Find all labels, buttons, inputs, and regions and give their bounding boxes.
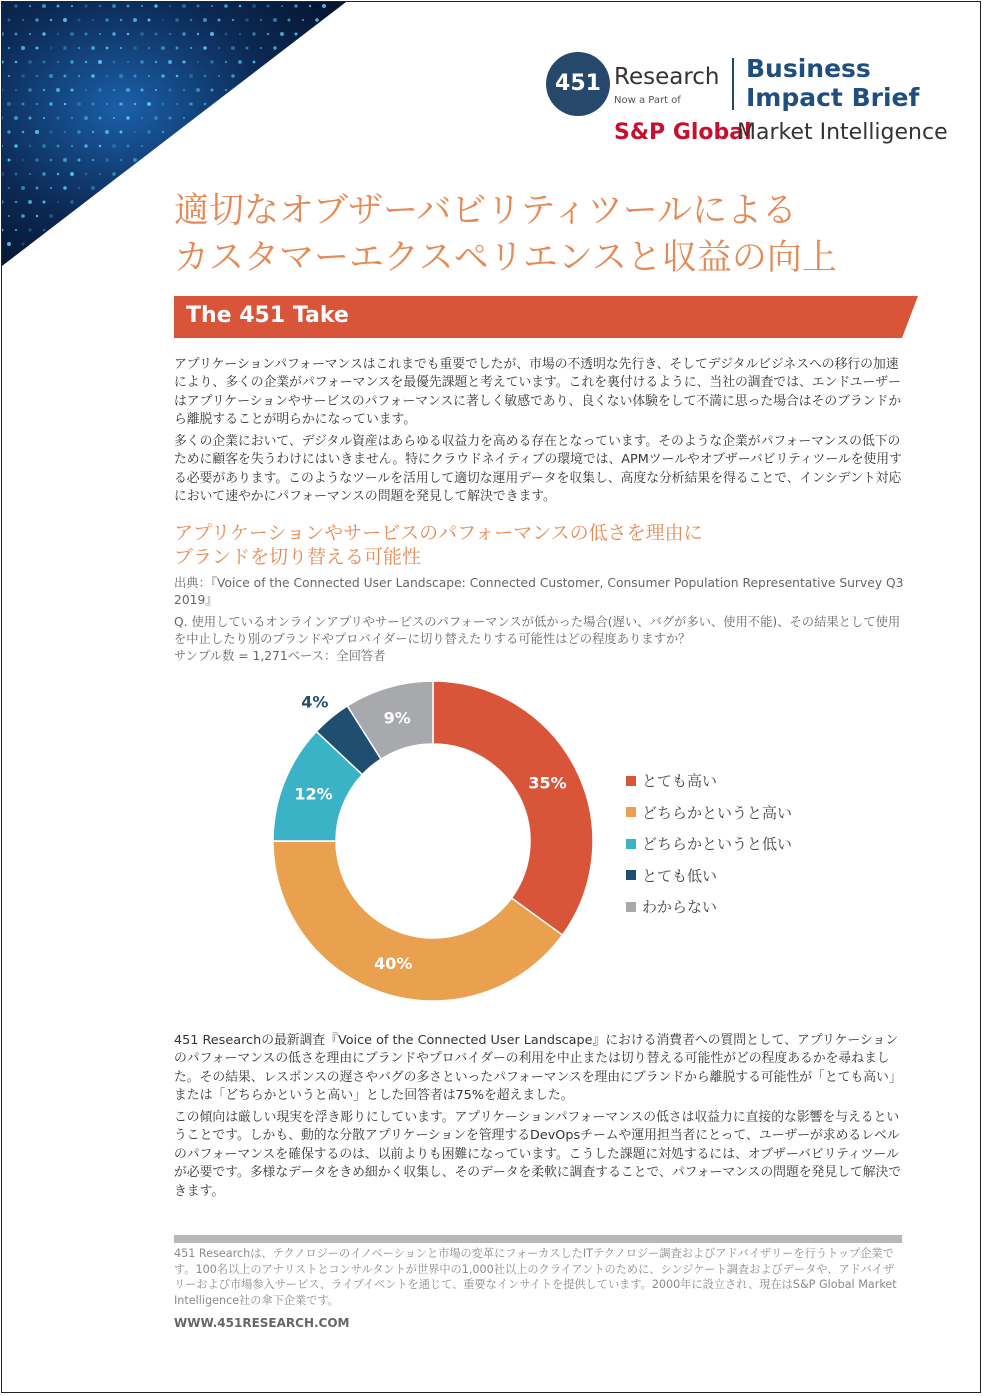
decor-dot <box>204 75 207 78</box>
decor-dot <box>91 46 95 50</box>
decor-dot <box>203 46 207 50</box>
take-banner-label: The 451 Take <box>186 303 349 328</box>
page-title <box>174 188 914 282</box>
decor-dot <box>183 61 186 64</box>
decor-dot <box>134 75 137 78</box>
decor-dot <box>22 131 25 134</box>
decor-dot <box>119 102 123 106</box>
slice-very-high <box>433 681 593 935</box>
decor-dot <box>127 61 129 63</box>
decor-dot <box>246 47 249 50</box>
decor-dot <box>92 19 94 21</box>
decor-dot <box>239 33 241 35</box>
decor-dot <box>127 145 130 148</box>
decor-dot <box>15 61 18 64</box>
decor-dot <box>141 89 144 92</box>
decor-dot <box>42 144 46 148</box>
decor-dot <box>63 158 67 162</box>
decor-dot <box>50 187 52 189</box>
logo-divider <box>732 58 734 110</box>
decor-dot <box>315 18 319 22</box>
decor-dot <box>119 74 123 78</box>
chart-legend <box>626 765 792 923</box>
decor-dot <box>99 145 102 148</box>
decor-dot <box>99 33 101 35</box>
logo-451-circle: 451 <box>546 52 610 116</box>
decor-dot <box>281 5 283 7</box>
decor-dot <box>35 130 39 134</box>
decor-dot <box>238 60 242 64</box>
decor-dot <box>169 5 172 8</box>
decor-dot <box>84 4 88 8</box>
legend-item <box>626 797 792 829</box>
legend-label: どちらかというと高い <box>642 803 793 822</box>
decor-dot <box>218 19 221 22</box>
decor-dot <box>147 102 151 106</box>
decor-dot <box>112 144 116 148</box>
business-impact-brief <box>746 54 919 112</box>
decor-dot <box>225 89 227 91</box>
decor-dot <box>245 18 249 22</box>
decor-dot <box>211 89 214 92</box>
decor-dot <box>29 5 32 8</box>
decor-dot <box>78 159 81 162</box>
decor-dot <box>225 61 228 64</box>
donut-chart <box>262 672 622 1012</box>
decor-dot <box>113 89 116 92</box>
decor-dot <box>36 47 39 50</box>
decor-dot <box>49 74 53 78</box>
decor-dot <box>71 145 73 147</box>
decor-dot <box>162 131 165 134</box>
legend-item <box>626 828 792 860</box>
decor-dot <box>57 173 60 176</box>
chart-heading <box>174 521 874 569</box>
slice-label: 35% <box>528 773 567 793</box>
title-line-2: カスタマーエクスペリエンスと収益の向上 <box>174 238 837 278</box>
decor-dot <box>196 88 200 92</box>
decor-dot <box>28 88 32 92</box>
decor-dot <box>99 117 102 120</box>
decor-dot <box>322 4 326 8</box>
decor-dot <box>232 19 234 21</box>
decor-dot <box>7 102 11 106</box>
decor-dot <box>133 18 137 22</box>
market-intelligence-text: Market Intelligence <box>737 120 948 145</box>
decor-dot <box>267 33 270 36</box>
decor-dot <box>21 186 25 190</box>
decor-dot <box>22 103 25 106</box>
decor-dot <box>309 5 312 8</box>
decor-dot <box>42 4 46 8</box>
decor-dot <box>161 74 165 78</box>
decor-dot <box>57 201 59 203</box>
decor-dot <box>29 33 31 35</box>
decor-dot <box>98 60 102 64</box>
legend-label: わからない <box>642 898 718 917</box>
legend-label: とても高い <box>642 772 718 791</box>
decor-dot <box>197 61 199 63</box>
decor-dot <box>15 229 17 231</box>
decor-dot <box>29 145 32 148</box>
decor-dot <box>120 19 123 22</box>
decor-dot <box>113 117 115 119</box>
decor-dot <box>78 19 81 22</box>
decor-dot <box>22 159 24 161</box>
decor-dot <box>169 33 171 35</box>
decor-dot <box>239 5 242 8</box>
decor-dot <box>15 173 18 176</box>
decor-dot <box>36 75 39 78</box>
decor-dot <box>168 88 172 92</box>
slice-label: 9% <box>383 708 411 728</box>
decor-dot <box>63 46 67 50</box>
decor-dot <box>21 74 25 78</box>
decor-dot <box>260 19 263 22</box>
logo-subtext: Now a Part of <box>614 95 681 106</box>
decor-dot <box>189 102 193 106</box>
decor-dot <box>140 32 144 36</box>
decor-dot <box>98 88 102 92</box>
decor-dot <box>21 46 25 50</box>
legend-swatch <box>626 870 636 880</box>
decor-dot <box>36 103 38 105</box>
decor-dot <box>78 75 80 77</box>
decor-dot <box>92 159 94 161</box>
footer-url-link[interactable]: WWW.451RESEARCH.COM <box>174 1316 350 1330</box>
chart-heading-line-2: ブランドを切り替える可能性 <box>174 546 422 568</box>
decor-dot <box>252 4 256 8</box>
decor-dot <box>22 19 24 21</box>
decor-dot <box>218 47 221 50</box>
decor-dot <box>120 159 123 162</box>
title-line-1: 適切なオブザーバビリティツールによる <box>174 191 798 231</box>
decor-dot <box>134 131 136 133</box>
decor-dot <box>210 32 214 36</box>
decor-dot <box>210 60 214 64</box>
legend-item <box>626 765 792 797</box>
footer-divider <box>174 1235 902 1243</box>
decor-dot <box>15 201 18 204</box>
decor-dot <box>162 19 164 21</box>
decor-dot <box>204 103 207 106</box>
decor-dot <box>35 158 39 162</box>
decor-dot <box>56 116 60 120</box>
decor-dot <box>15 33 18 36</box>
decor-dot <box>42 172 46 176</box>
sample-size: サンプル数 = 1,271ベース：全回答者 <box>174 649 386 663</box>
decor-dot <box>231 74 235 78</box>
legend-item <box>626 891 792 923</box>
decor-dot <box>133 158 137 162</box>
decor-dot <box>64 131 66 133</box>
decor-dot <box>50 159 53 162</box>
decor-dot <box>8 187 11 190</box>
decor-dot <box>161 46 165 50</box>
decor-dot <box>63 186 67 190</box>
decor-dot <box>112 32 116 36</box>
decor-dot <box>168 60 172 64</box>
decor-dot <box>141 145 143 147</box>
decor-dot <box>14 144 18 148</box>
decor-dot <box>78 47 81 50</box>
decor-dot <box>77 130 81 134</box>
decor-dot <box>14 4 18 8</box>
decor-dot <box>134 103 137 106</box>
slice-somewhat-high <box>273 841 562 1001</box>
decor-dot <box>127 5 130 8</box>
decor-dot <box>92 131 95 134</box>
decor-dot <box>57 61 59 63</box>
chart-source: 出典：『Voice of the Connected User Landscape: Connected Customer, Consumer Population Representative Survey Q3 2019』 <box>174 576 904 607</box>
decor-dot <box>302 19 304 21</box>
decor-dot <box>70 32 74 36</box>
decor-dot <box>231 46 235 50</box>
decor-dot <box>224 4 228 8</box>
decor-dot <box>57 145 60 148</box>
decor-dot <box>8 159 11 162</box>
legend-swatch <box>626 776 636 786</box>
intro-paragraph-1: アプリケーションパフォーマンスはこれまでも重要でしたが、市場の不透明な先行き、そしてデジタルビジネスへの移行の加速により、多くの企業がパフォーマンスを最優先課題と考えています。これを裏付けるように、当社の調査では、エンドユーザーはアプリケーションやサービスのパフォーマンスに著しく敏感であり、良くない体験をして不満に思った場合はそのブランドから離脱することが明らかになっています。 <box>174 357 902 428</box>
legend-item <box>626 860 792 892</box>
decor-dot <box>56 88 60 92</box>
legend-label: とても低い <box>642 866 718 885</box>
decor-dot <box>288 19 291 22</box>
decor-dot <box>154 116 158 120</box>
decor-dot <box>28 200 32 204</box>
decor-dot <box>148 47 151 50</box>
decor-dot <box>176 47 179 50</box>
decor-dot <box>155 61 158 64</box>
decor-dot <box>43 89 46 92</box>
body-paragraph-3: 451 Researchの最新調査『Voice of the Connected User Landscape』における消費者への質問として、アプリケーションのパフォーマンスの低さを理由にブランドやプロバイダーの利用を中止または切り替える可能性がどの程度あるかを尋ねました。その結果、レスポンスの遅さやバグの多さといったパフォーマンスを理由にブランドから離脱する可能性が「とても高い」または「どちらかというと高い」とした回答者は75%を超えました。 <box>174 1033 902 1104</box>
decor-dot <box>70 172 74 176</box>
decor-dot <box>85 33 88 36</box>
decor-dot <box>84 116 88 120</box>
decor-dot <box>50 47 52 49</box>
decor-dot <box>70 200 74 204</box>
decor-dot <box>148 75 150 77</box>
decor-dot <box>140 60 144 64</box>
decor-dot <box>169 117 172 120</box>
decor-dot <box>252 32 256 36</box>
decor-dot <box>43 61 46 64</box>
decor-dot <box>127 33 130 36</box>
decor-dot <box>295 33 298 36</box>
survey-question: Q. 使用しているオンラインアプリやサービスのパフォーマンスが低かった場合(遅い、バグが多い、使用不能)、その結果として使用を中止したり別のブランドやプロバイダーに切り替えたりする可能性はどの程度ありますか？ <box>174 615 901 646</box>
decor-dot <box>50 131 53 134</box>
decor-dot <box>71 5 73 7</box>
decor-dot <box>176 75 179 78</box>
decor-dot <box>190 19 193 22</box>
decor-dot <box>64 75 67 78</box>
decor-dot <box>57 5 60 8</box>
decor-dot <box>126 116 130 120</box>
decor-dot <box>71 89 74 92</box>
decor-dot <box>182 4 186 8</box>
decor-dot <box>8 75 10 77</box>
decor-dot <box>43 117 45 119</box>
decor-dot <box>155 33 158 36</box>
decor-dot <box>294 4 298 8</box>
decor-dot <box>176 103 178 105</box>
decor-dot <box>175 18 179 22</box>
decor-dot <box>22 243 25 246</box>
decor-dot <box>7 130 11 134</box>
decor-dot <box>99 5 102 8</box>
decor-dot <box>155 89 157 91</box>
decor-dot <box>106 103 108 105</box>
decor-dot <box>162 103 165 106</box>
legend-swatch <box>626 807 636 817</box>
chart-heading-line-1: アプリケーションやサービスのパフォーマンスの低さを理由に <box>174 522 703 544</box>
decor-dot <box>183 117 185 119</box>
decor-dot <box>225 33 228 36</box>
decor-dot <box>105 18 109 22</box>
decor-dot <box>99 173 101 175</box>
decor-dot <box>28 60 32 64</box>
decor-dot <box>120 47 122 49</box>
decor-dot <box>63 18 67 22</box>
decor-dot <box>36 187 39 190</box>
decor-dot <box>8 19 11 22</box>
decor-dot <box>8 47 11 50</box>
decor-dot <box>43 201 46 204</box>
decor-dot <box>21 214 25 218</box>
decor-dot <box>182 32 186 36</box>
decor-dot <box>273 46 277 50</box>
decor-dot <box>105 158 109 162</box>
decor-dot <box>280 32 284 36</box>
decor-dot <box>84 144 88 148</box>
decor-dot <box>43 229 46 232</box>
brief-line-2: Impact Brief <box>746 83 920 112</box>
legend-swatch <box>626 902 636 912</box>
decor-dot <box>106 75 109 78</box>
decor-dot <box>49 102 53 106</box>
decor-dot <box>106 47 109 50</box>
decor-dot <box>50 19 53 22</box>
decor-dot <box>183 89 186 92</box>
decor-dot <box>148 19 151 22</box>
decor-dot <box>197 5 200 8</box>
legend-label: どちらかというと低い <box>642 835 793 854</box>
decor-dot <box>85 89 87 91</box>
decor-dot <box>211 5 213 7</box>
decor-dot <box>8 215 10 217</box>
decor-dot <box>92 103 95 106</box>
decor-dot <box>105 130 109 134</box>
decor-dot <box>14 116 18 120</box>
decor-dot <box>29 173 31 175</box>
decor-dot <box>113 61 116 64</box>
decor-dot <box>218 75 220 77</box>
decor-dot <box>78 187 81 190</box>
decor-dot <box>71 117 74 120</box>
decor-dot <box>267 5 270 8</box>
slice-label: 12% <box>294 784 333 804</box>
sp-global-logo: S&P Global <box>614 120 752 145</box>
decor-dot <box>154 4 158 8</box>
legend-swatch <box>626 839 636 849</box>
decor-dot <box>203 18 207 22</box>
decor-dot <box>189 74 193 78</box>
decor-dot <box>36 215 39 218</box>
slice-label: 4% <box>301 692 329 712</box>
decor-dot <box>190 47 192 49</box>
decor-dot <box>253 61 256 64</box>
decor-dot <box>42 32 46 36</box>
footer-about-text: 451 Researchは、テクノロジーのイノベーションと市場の変革にフォーカスしたITテクノロジー調査およびアドバイザリーを行うトップ企業です。100名以上のアナリストとコンサルタントが世界中の1,000社以上のクライアントのために、シンジケート調査およびデータや、アドバイザリーおよび市場参入サービス、ライブイベントを通じて、重要なインサイトを提供しています。2000年に設立され、現在はS&P Global Market Intelligence社の傘下企業です。 <box>174 1247 897 1307</box>
decor-dot <box>49 214 53 218</box>
decor-dot <box>85 61 88 64</box>
decor-dot <box>29 117 32 120</box>
decor-dot <box>112 4 116 8</box>
decor-dot <box>15 89 17 91</box>
decor-dot <box>35 18 39 22</box>
decor-dot <box>120 131 123 134</box>
decor-dot <box>70 60 74 64</box>
decor-dot <box>7 242 11 246</box>
decor-dot <box>197 33 200 36</box>
decor-dot <box>126 88 130 92</box>
slice-label: 40% <box>374 954 413 974</box>
decor-dot <box>77 102 81 106</box>
decor-dot <box>57 33 60 36</box>
intro-paragraph-2: 多くの企業において、デジタル資産はあらゆる収益力を高める存在となっています。そのような企業がパフォーマンスの低下のために顧客を失うわけにはいきません。特にクラウドネイティブの環境では、APMツールやオブザーバビリティツールを使用する必要があります。このようなツールを活用して適切な運用データを収集し、高度な分析結果を得ることで、インシデント対応において速やかにパフォーマンスの問題を発見して解決できます。 <box>174 434 902 505</box>
decor-dot <box>64 103 67 106</box>
decor-dot <box>91 186 95 190</box>
body-paragraph-4: この傾向は厳しい現実を浮き彫りにしています。アプリケーションパフォーマンスの低さは収益力に直接的な影響を与えるということです。しかも、動的な分散アプリケーションを管理するDevOpsチームや運用担当者にとって、ユーザーが求めるレベルのパフォーマンスを確保するのは、以前よりも困難になっています。こうした課題に対処するには、オブザーバビリティツールが必要です。多様なデータをきめ細かく収集し、そのデータを柔軟に調査することで、パフォーマンスの問題を発見して解決できます。 <box>174 1110 902 1199</box>
decor-dot <box>260 47 262 49</box>
brief-line-1: Business <box>746 54 871 83</box>
logo-research-text: Research <box>614 64 720 90</box>
decor-dot <box>28 228 32 232</box>
decor-dot <box>112 172 116 176</box>
decor-dot <box>133 46 137 50</box>
decor-dot <box>141 5 143 7</box>
decor-dot <box>147 130 151 134</box>
decor-dot <box>141 117 144 120</box>
decor-dot <box>91 74 95 78</box>
decor-dot <box>273 18 277 22</box>
decor-dot <box>85 173 88 176</box>
